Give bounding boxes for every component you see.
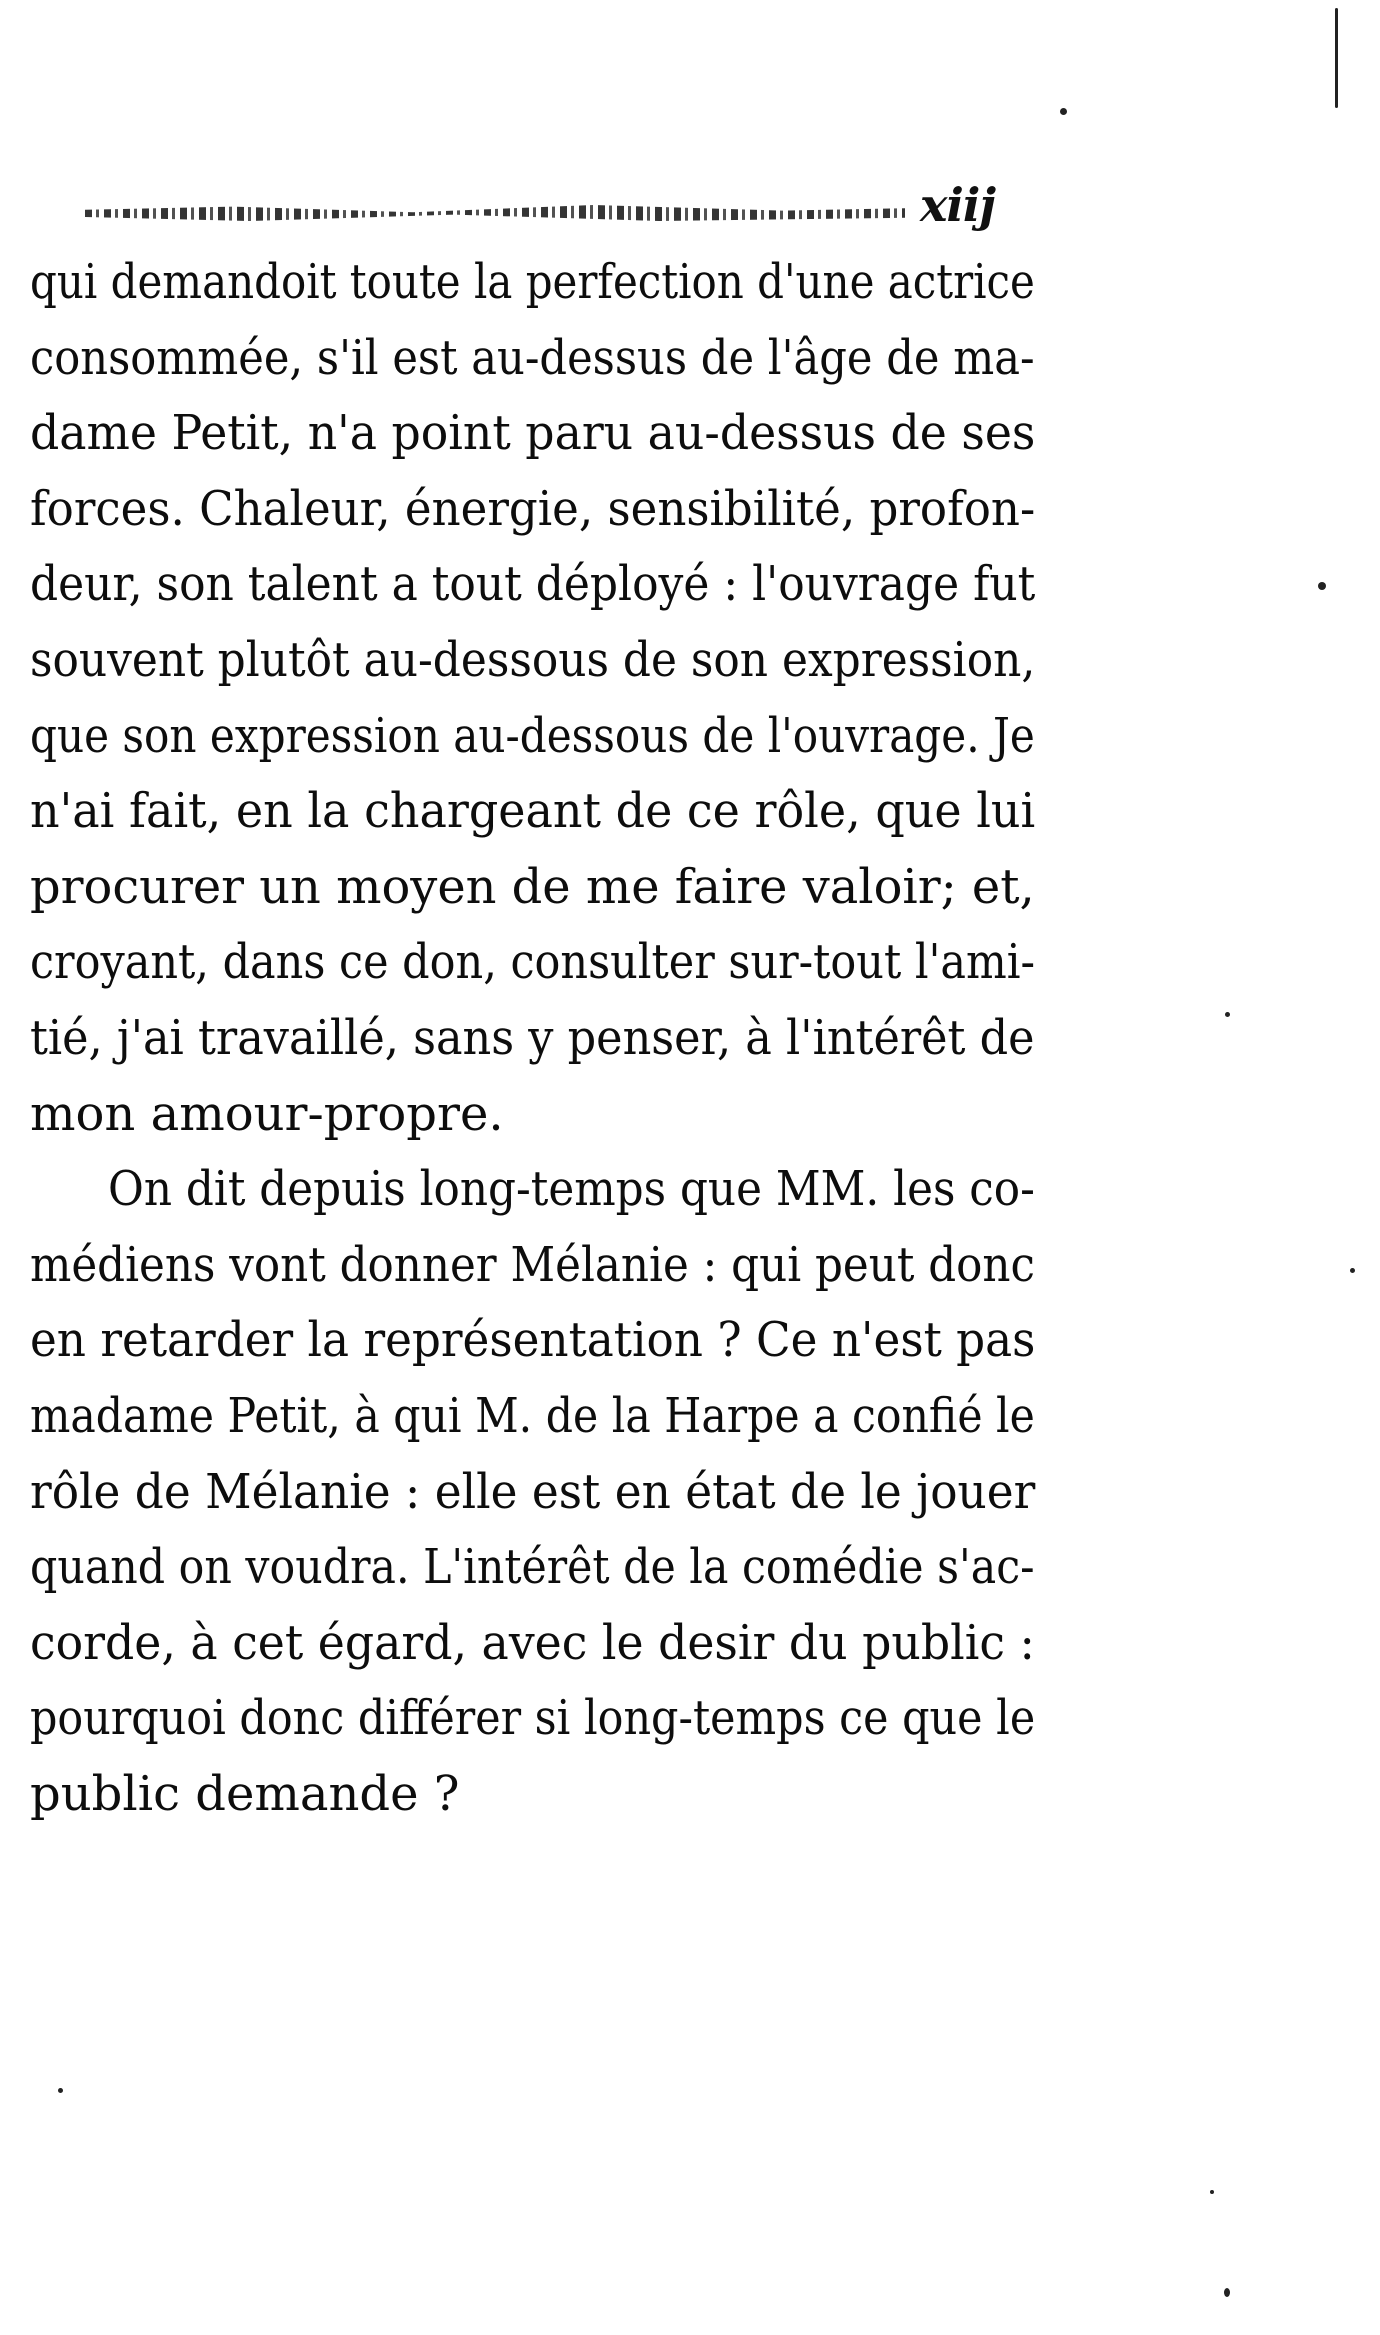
header-ornament-rule <box>85 205 905 221</box>
text-line: qui demandoit toute la perfection d'une actrice <box>30 254 1035 310</box>
ink-speck <box>1210 2190 1214 2194</box>
ink-speck <box>58 2088 63 2093</box>
text-line: tié, j'ai travaillé, sans y penser, à l'intérêt de <box>30 1010 1035 1066</box>
text-line: en retarder la représentation ? Ce n'est pas <box>30 1312 1036 1369</box>
text-line: madame Petit, à qui M. de la Harpe a confié le <box>30 1388 1035 1444</box>
text-line: souvent plutôt au-dessous de son expression, <box>30 632 1036 688</box>
ink-speck <box>1224 2288 1230 2297</box>
text-line: On dit depuis long-temps que MM. les co- <box>108 1161 1035 1218</box>
text-line: dame Petit, n'a point paru au-dessus de ses <box>30 405 1036 462</box>
text-line: n'ai fait, en la chargeant de ce rôle, que lui <box>30 783 1036 840</box>
text-line: rôle de Mélanie : elle est en état de le jouer <box>30 1463 1036 1520</box>
text-line: consommée, s'il est au-dessus de l'âge de ma- <box>30 329 1035 386</box>
text-line: pourquoi donc différer si long-temps ce que le <box>30 1690 1036 1747</box>
text-line: croyant, dans ce don, consulter sur-tout l'ami- <box>30 934 1036 991</box>
ink-speck <box>1225 1012 1230 1017</box>
text-line: quand on voudra. L'intérêt de la comédie s'ac- <box>30 1539 1035 1596</box>
ink-speck <box>1350 1268 1355 1273</box>
text-line: corde, à cet égard, avec le desir du public : <box>30 1614 1035 1671</box>
text-line: public demande ? <box>30 1766 460 1822</box>
text-line: mon amour-propre. <box>30 1085 504 1142</box>
text-line: forces. Chaleur, énergie, sensibilité, profon- <box>30 480 1036 537</box>
text-line: deur, son talent a tout déployé : l'ouvrage fut <box>30 556 1036 613</box>
ink-speck <box>1335 8 1338 108</box>
text-line: procurer un moyen de me faire valoir; et, <box>30 858 1035 915</box>
page-number: xiij <box>920 178 996 232</box>
text-line: médiens vont donner Mélanie : qui peut donc <box>30 1236 1035 1293</box>
ink-speck <box>1060 108 1067 115</box>
ink-speck <box>1318 582 1326 590</box>
text-line: que son expression au-dessous de l'ouvrage. Je <box>30 707 1035 764</box>
